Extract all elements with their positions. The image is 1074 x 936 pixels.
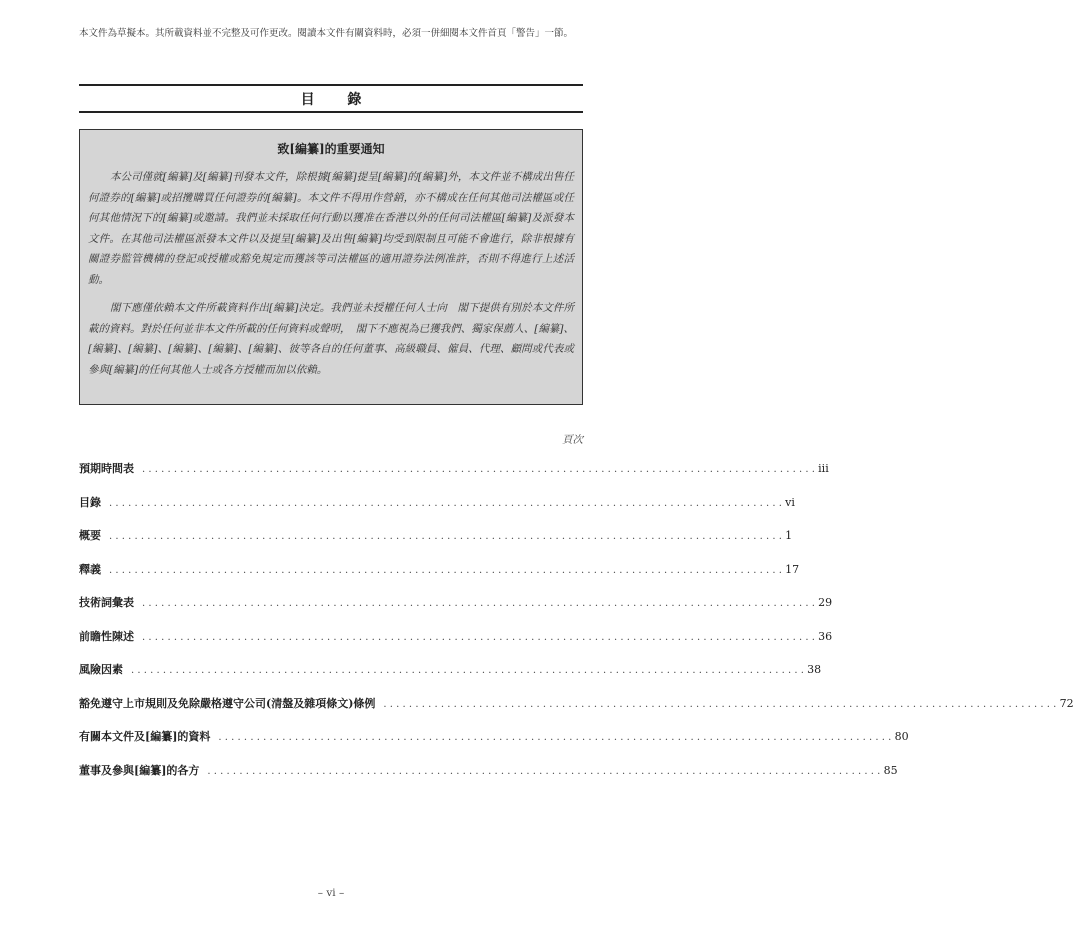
dot-leader: .......................................................................................................... (142, 631, 819, 643)
important-notice-box (79, 129, 583, 405)
toc-entry[interactable] (79, 728, 909, 762)
dot-leader: .......................................................................................................... (142, 464, 819, 475)
toc-entry-page: 17 (785, 562, 800, 576)
toc-entry[interactable] (79, 460, 829, 494)
table-of-contents (79, 460, 1074, 795)
toc-entry-page: iii (818, 462, 829, 475)
page-column-header: 頁次 (562, 434, 583, 446)
toc-entry-label: 豁免遵守上市規則及免除嚴格遵守公司(清盤及雜項條文)條例 (79, 696, 376, 710)
toc-entry[interactable] (79, 661, 822, 695)
toc-entry-label: 董事及參與[編纂]的各方 (79, 763, 200, 777)
dot-leader: .......................................................................................................... (218, 732, 895, 743)
dot-leader: .......................................................................................................... (207, 765, 884, 777)
page-number-footer: – vi – (317, 887, 345, 899)
toc-entry-label: 預期時間表 (79, 462, 134, 475)
toc-entry-page: 85 (883, 763, 898, 777)
toc-entry[interactable] (79, 494, 795, 528)
toc-entry-page: 36 (818, 629, 833, 643)
toc-entry-page: 38 (807, 663, 822, 676)
notice-paragraph-2: 閣下應僅依賴本文件所載資料作出[編纂]決定。我們並未授權任何人士向 閣下提供有別於本文件所載的資料。對於任何並非本文件所載的任何資料或聲明， 閣下不應視為已獲我們、獨家保薦人、[編纂]、[編纂]、[編纂]、[編纂]、[編纂]、[編纂]、彼等各自的任何董事、高級職員、僱員、代理、顧問或代表或參與[編纂]的任何其他人士或各方授權而加以依賴。 (88, 302, 574, 376)
toc-entry-label: 概要 (79, 529, 101, 542)
toc-entry-label: 目錄 (79, 495, 101, 509)
dot-leader: .......................................................................................................... (109, 531, 786, 542)
dot-leader: .......................................................................................................... (109, 497, 786, 509)
toc-entry-page: 1 (785, 529, 793, 542)
toc-entry[interactable] (79, 527, 793, 561)
dot-leader: .......................................................................................................... (131, 665, 808, 676)
toc-entry-page: 80 (894, 730, 909, 743)
toc-entry-label: 有關本文件及[編纂]的資料 (79, 730, 211, 743)
notice-paragraph-1: 本公司僅就[編纂]及[編纂]刊發本文件，除根據[編纂]提呈[編纂]的[編纂]外，本文件並不構成出售任何證券的[編纂]或招攬購買任何證券的[編纂]。本文件不得用作營銷，亦不構成在任何其他司法權區或任何其他情況下的[編纂]或邀請。我們並未採取任何行動以獲准在香港以外的任何司法權區[編纂]及派發本文件。在其他司法權區派發本文件以及提呈[編纂]及出售[編纂]均受到限制且可能不會進行，除非根據有關證券監管機構的登記或授權或豁免規定而獲該等司法權區的適用證券法例准許，否則不得進行上述活動。 (88, 171, 574, 286)
dot-leader: .......................................................................................................... (142, 598, 819, 609)
contents-title-bar (79, 84, 583, 113)
toc-entry-page: 29 (818, 596, 833, 609)
toc-entry[interactable] (79, 594, 833, 628)
toc-entry[interactable] (79, 762, 898, 796)
toc-entry[interactable] (79, 628, 833, 662)
toc-entry-page: vi (785, 495, 795, 509)
draft-warning-note: 本文件為草擬本。其所載資料並不完整及可作更改。閱讀本文件有關資料時，必須一併細閱本文件首頁「警告」一節。 (79, 28, 574, 39)
page-title: 目 錄 (300, 91, 376, 108)
toc-entry[interactable] (79, 695, 1074, 729)
toc-entry-label: 技術詞彙表 (79, 596, 134, 609)
notice-title: 致[編纂]的重要通知 (277, 142, 385, 156)
toc-entry-label: 釋義 (79, 562, 101, 576)
dot-leader: .......................................................................................................... (109, 564, 786, 576)
dot-leader: .......................................................................................................... (383, 698, 1060, 710)
toc-entry[interactable] (79, 561, 800, 595)
toc-entry-label: 前瞻性陳述 (79, 629, 134, 643)
toc-entry-page: 72 (1059, 696, 1074, 710)
toc-entry-label: 風險因素 (79, 663, 123, 676)
